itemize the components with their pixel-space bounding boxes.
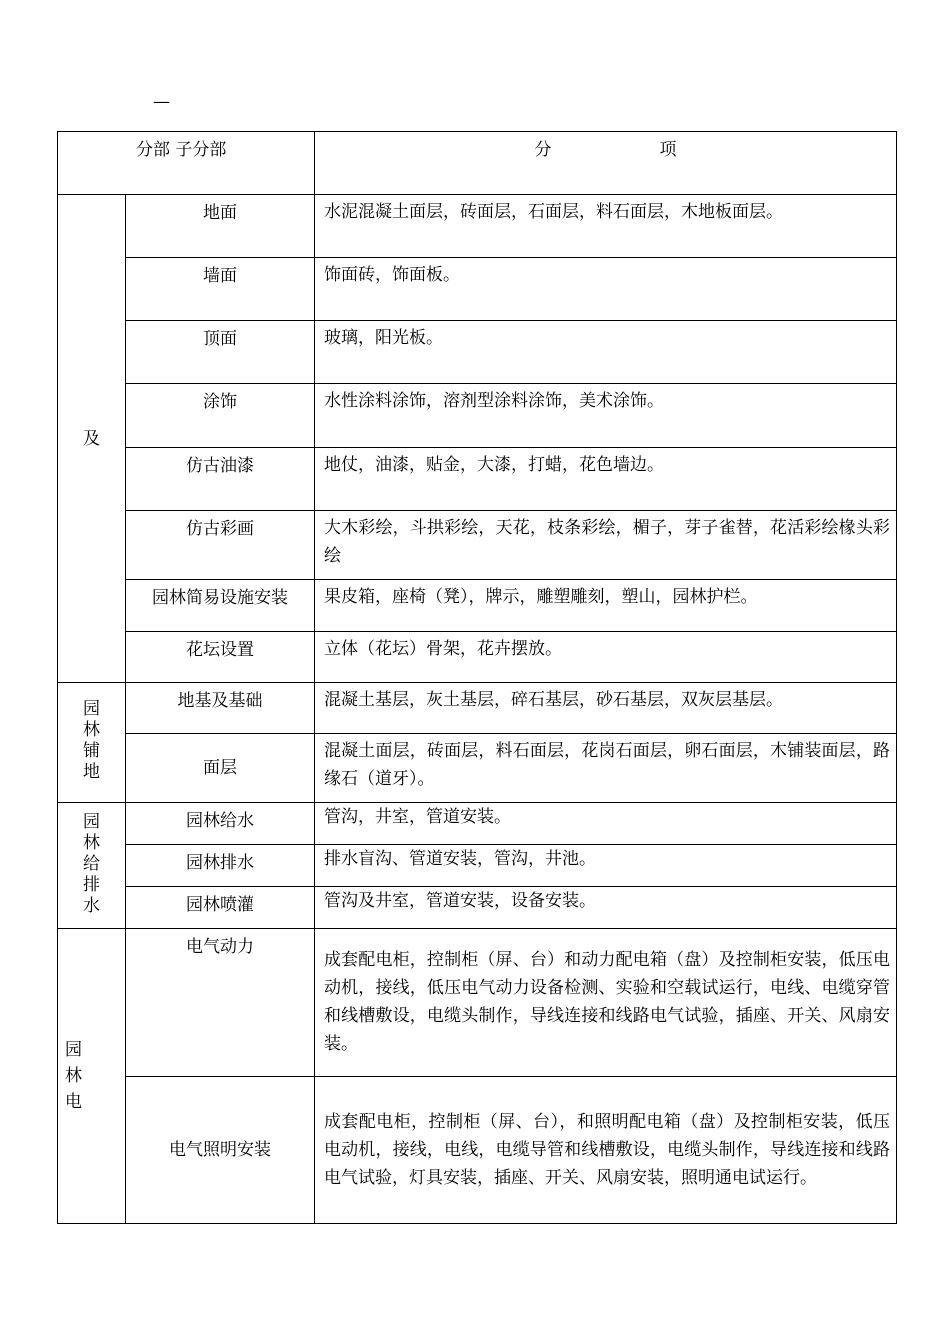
table-row [58, 803, 897, 845]
subdivision-cell: 园林喷灌 [126, 887, 315, 929]
table-header-row [58, 132, 897, 195]
table-row [58, 321, 897, 384]
subdivision-cell: 园林排水 [126, 845, 315, 887]
subdivision-cell: 涂饰 [126, 384, 315, 447]
group-name-line: 林 [65, 1066, 82, 1087]
item-cell: 混凝土基层，灰土基层，碎石基层，砂石基层，双灰层基层。 [315, 682, 897, 733]
subdivision-cell: 园林给水 [126, 803, 315, 845]
division-table [57, 131, 897, 1224]
item-cell: 混凝土面层，砖面层，料石面层，花岗石面层，卵石面层，木铺装面层，路缘石（道牙）。 [315, 734, 897, 803]
item-cell: 排水盲沟、管道安装，管沟，井池。 [315, 845, 897, 887]
item-cell: 果皮箱，座椅（凳），牌示，雕塑雕刻，塑山，园林护栏。 [315, 579, 897, 631]
table-row [58, 631, 897, 682]
group-name: 园林给排水 [83, 811, 100, 916]
table-row [58, 579, 897, 631]
group-name-line: 电 [65, 1092, 82, 1113]
subdivision-cell: 花坛设置 [126, 631, 315, 682]
subdivision-cell: 仿古油漆 [126, 447, 315, 510]
group-name-cell [58, 929, 126, 1224]
item-cell: 管沟，井室，管道安装。 [315, 803, 897, 845]
item-cell: 管沟及井室，管道安装，设备安装。 [315, 887, 897, 929]
subdivision-cell: 电气照明安装 [126, 1076, 315, 1223]
subdivision-cell: 地面 [126, 195, 315, 258]
item-cell: 成套配电柜，控制柜（屏、台），和照明配电箱（盘）及控制柜安装，低压电动机，接线，电线，电缆导管和线槽敷设，电缆头制作，导线连接和线路电气试验，灯具安装，插座、开关、风扇安装，照明通电试运行。 [315, 1076, 897, 1223]
subdivision-cell: 地基及基础 [126, 682, 315, 733]
header-item [315, 132, 897, 195]
header-division-subdivision: 分部 子分部 [58, 132, 315, 195]
group-name-line: 园 [65, 1040, 82, 1061]
table-row [58, 384, 897, 447]
group-name-cell [58, 195, 126, 683]
table-row [58, 1076, 897, 1223]
table-row [58, 887, 897, 929]
group-name-cell [58, 803, 126, 929]
item-cell: 水泥混凝土面层，砖面层，石面层，料石面层，木地板面层。 [315, 195, 897, 258]
item-cell: 玻璃，阳光板。 [315, 321, 897, 384]
subdivision-cell: 墙面 [126, 258, 315, 321]
group-name-cell [58, 682, 126, 802]
header-item-char-2: 项 [659, 140, 677, 160]
group-name: 及 [83, 428, 100, 449]
item-cell: 立体（花坛）骨架，花卉摆放。 [315, 631, 897, 682]
table-row [58, 258, 897, 321]
table-row [58, 510, 897, 579]
header-item-char-1: 分 [534, 140, 552, 160]
subdivision-cell: 电气动力 [126, 929, 315, 1076]
table-row [58, 845, 897, 887]
top-dash-mark: — [153, 92, 170, 112]
subdivision-cell: 面层 [126, 734, 315, 803]
item-cell: 成套配电柜，控制柜（屏、台）和动力配电箱（盘）及控制柜安装，低压电动机，接线，低压电气动力设备检测、实验和空载试运行，电线、电缆穿管和线槽敷设，电缆头制作，导线连接和线路电气试验，插座、开关、风扇安装。 [315, 929, 897, 1076]
table-row [58, 734, 897, 803]
item-cell: 大木彩绘，斗拱彩绘，天花，枝条彩绘，楣子，芽子雀替，花活彩绘椽头彩绘 [315, 510, 897, 579]
table-row [58, 195, 897, 258]
subdivision-cell: 园林简易设施安装 [126, 579, 315, 631]
item-cell: 地仗，油漆，贴金，大漆，打蜡，花色墙边。 [315, 447, 897, 510]
item-cell: 饰面砖，饰面板。 [315, 258, 897, 321]
subdivision-cell: 仿古彩画 [126, 510, 315, 579]
table-row [58, 447, 897, 510]
table-row [58, 682, 897, 733]
group-name: 园林铺地 [83, 699, 100, 783]
subdivision-cell: 顶面 [126, 321, 315, 384]
table-row [58, 929, 897, 1076]
item-cell: 水性涂料涂饰，溶剂型涂料涂饰，美术涂饰。 [315, 384, 897, 447]
